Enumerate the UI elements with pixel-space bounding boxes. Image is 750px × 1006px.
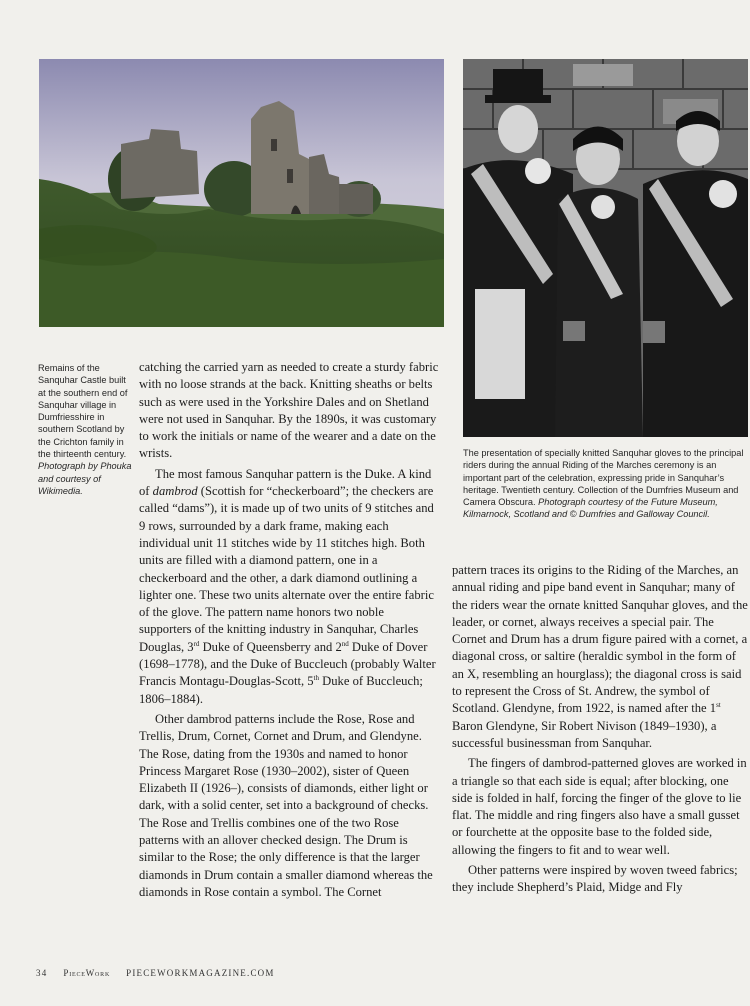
riders-photo-caption [463,447,748,521]
page-footer [36,968,366,978]
riders-caption-text: The presentation of specially knitted Sanquhar gloves to the principal riders during the annual Riding of the Marches ceremony is an important part of the celebration, expressing pride in Sanquhar’s heritage. Twentieth century. Collection of the Dumfries Museum and Camera Obscura. [463,448,744,508]
castle-ruins-photo-icon [39,59,444,327]
article-paragraph: pattern traces its origins to the Riding of the Marches, an annual riding and pipe band event in Sanquhar; many of the riders wear the ornate knitted Sanquhar gloves, and the leader, or cornet, always receives a special pair. The Cornet and Drum has a drum figure paired with a cornet, a diagonal cross, or saltire (heraldic symbol in the form of an X, resembling an hourglass); the diagonal cross is said to represent the Cross of St. Andrew, the symbol of Scotland. Glendyne, from 1922, is named after the 1st Baron Glendyne, Sir Robert Nivison (1849–1930), a successful businessman from Sanquhar. [452,563,748,750]
castle-photo-caption [38,362,136,497]
riders-portrait-photo [463,59,748,437]
castle-ruins-photo [39,59,444,327]
magazine-url: PIECEWORKMAGAZINE.COM [126,968,275,978]
castle-caption-credit: Photograph by Phouka and courtesy of Wikimedia. [38,461,132,496]
magazine-name: PieceWork [63,968,111,978]
page-number: 34 [36,968,48,978]
article-paragraph: Other dambrod patterns include the Rose, Rose and Trellis, Drum, Cornet, Cornet and Drum, and Glendyne. The Rose, dating from the 1930s and named to honor Princess Margaret Rose (1930–2002), sister of Queen Elizabeth II (1926–), consists of diamonds, either light or dark, with a solid center, set into a background of checks. The Rose and Trellis combines one of the two Rose patterns with an allover checked design. The Drum is similar to the Rose; the only difference is that the larger diamonds in Drum contain a smaller diamond whereas the diamonds in Rose contain a symbol. The Cornet [139,711,433,899]
castle-caption-text: Remains of the Sanquhar Castle built at the southern end of Sanquhar village in Dumfriesshire in southern Scotland by the Crichton family in the thirteenth century. [38,363,128,460]
article-column-right [452,562,748,897]
article-paragraph: The most famous Sanquhar pattern is the Duke. A kind of dambrod (Scottish for “checkerboard”; the checkers are called “dams”), it is made up of two units of 9 stitches and 9 rows, surrounded by a dark frame, making each individual unit 11 stitches wide by 11 stitches high. Both units are filled with a diamond pattern, one in a checkerboard and the other, a dark diamond outlining a lighter one. These two units alternate over the entire fabric of the glove. The pattern name honors two noble supporters of the knitting industry in Sanquhar, Charles Douglas, 3rd Duke of Queensberry and 2nd Duke of Dover (1698–1778), and the Duke of Buccleuch (probably Walter Francis Montagu-Douglas-Scott, 5th Duke of Buccleuch; 1806–1884). [139,466,436,706]
dambrod-term: dambrod [152,484,198,499]
article-column-middle [139,359,439,901]
riders-portrait-photo-icon [463,59,748,437]
article-paragraph: catching the carried yarn as needed to create a sturdy fabric with no loose strands at the back. Knitting sheaths or belts such as were used in the Yorkshire Dales and on Shetland were not used in Sanquhar. By the 1890s, it was customary to work the initials or name of the wearer and a date on the wrists. [139,360,439,461]
article-paragraph: The fingers of dambrod-patterned gloves are worked in a triangle so that each side is equal; after blocking, one side is folded in half, forcing the finger of the glove to lie flat. The middle and ring fingers also have a small gusset or fourchette at the opposite base to the folded side, allowing the fingers to fit and to wear well. [452,756,747,857]
article-paragraph: Other patterns were inspired by woven tweed fabrics; they include Shepherd’s Plaid, Midge and Fly [452,863,738,895]
riders-caption-credit: Photograph courtesy of the Future Museum, Kilmarnock, Scotland and © Dumfries and Galloway Council. [463,497,718,520]
